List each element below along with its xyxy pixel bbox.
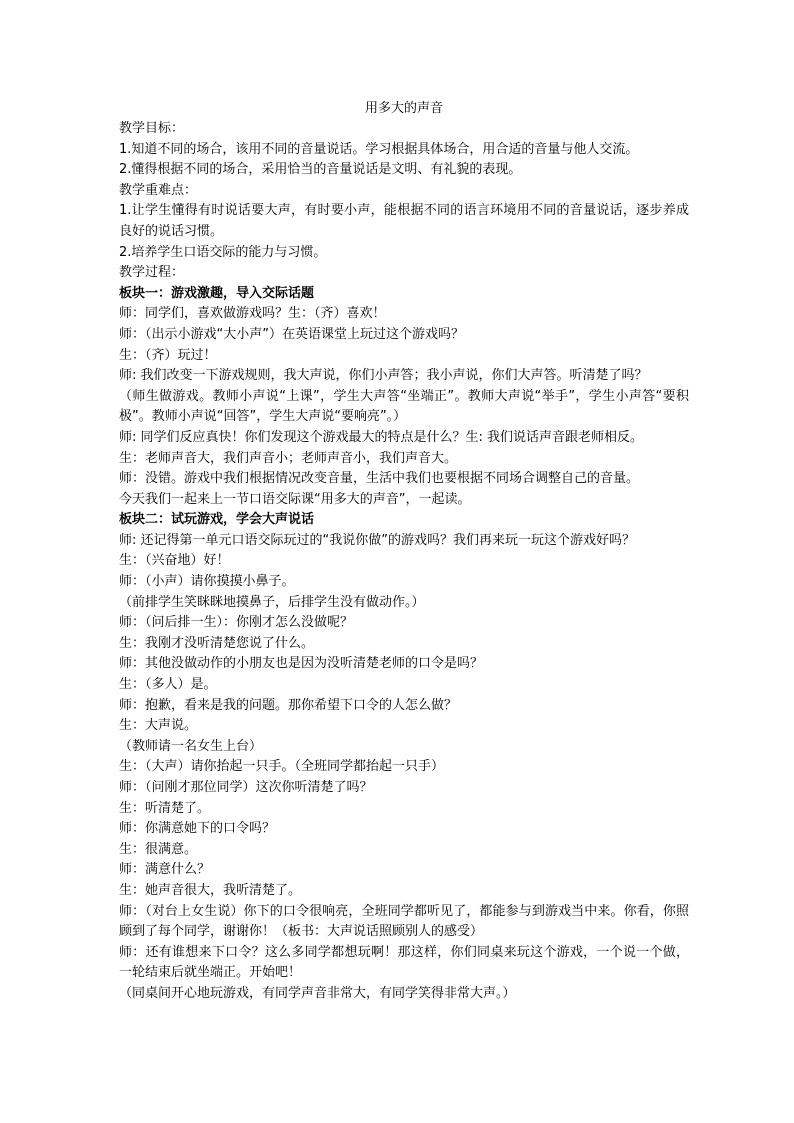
text-line: 师: 还记得第一单元口语交际玩过的“我说你做”的游戏吗？我们再来玩一玩这个游戏好吗？	[119, 532, 635, 548]
text-line: 1.知道不同的场合，该用不同的音量说话。学习根据具体场合，用合适的音量与他人交流。	[119, 141, 639, 157]
text-line: （前排学生笑眯眯地摸鼻子，后排学生没有做动作。）	[119, 594, 425, 610]
text-line: 1.让学生懂得有时说话要大声，有时要小声，能根据不同的语言环境用不同的音量说话，逐步养成良好的说话习惯。	[119, 203, 689, 239]
document-page	[119, 99, 689, 1005]
text-line: 师：（问后排一生）：你刚才怎么没做呢？	[119, 615, 354, 631]
text-line: 师：（小声）请你摸摸小鼻子。	[119, 574, 295, 590]
text-line: 师：同学们，喜欢做游戏吗？生：（齐）喜欢！	[119, 306, 386, 322]
text-line: 师：（对台上女生说）你下的口令很响亮，全班同学都听见了，都能参与到游戏当中来。你看，你照顾到了每个同学，谢谢你！（板书：大声说话照顾别人的感受）	[119, 903, 689, 940]
text-line: 2.培养学生口语交际的能力与习惯。	[119, 244, 327, 260]
text-line: 生：（齐）玩过！	[119, 347, 217, 363]
text-line: 生：她声音很大，我听清楚了。	[119, 882, 302, 898]
text-line: 今天我们一起来上一节口语交际课“用多大的声音”，一起读。	[119, 491, 471, 507]
document-body	[119, 119, 689, 1005]
text-line: 师: 我们改变一下游戏规则，我大声说，你们小声答；我小声说，你们大声答。听清楚了吗？	[119, 368, 648, 384]
text-line: 生：大声说。	[119, 718, 198, 734]
text-line: 师：抱歉，看来是我的问题。那你希望下口令的人怎么做？	[119, 697, 458, 713]
section-heading: 板块二：试玩游戏，学会大声说话	[119, 512, 315, 528]
text-line: 生：很满意。	[119, 841, 198, 857]
text-line: （同桌间开心地玩游戏，有同学声音非常大，有同学笑得非常大声。）	[119, 985, 516, 1001]
text-line: 师：你满意她下的口令吗？	[119, 821, 276, 837]
text-line: 师：（问刚才那位同学）这次你听清楚了吗？	[119, 780, 373, 795]
text-line: 教学重难点：	[119, 182, 198, 198]
text-line: 生：我刚才没听清楚您说了什么。	[119, 635, 315, 651]
text-line: 师: 同学们反应真快！你们发现这个游戏最大的特点是什么？生: 我们说话声音跟老师相反。	[119, 429, 644, 445]
text-line: （师生做游戏。教师小声说“上课”，学生大声答“坐端正”。教师大声说“举手”，学生小声答“要积极”。教师小声说“回答”，学生大声说“要响亮”。）	[119, 388, 689, 425]
text-line: 教学目标：	[119, 121, 185, 136]
text-line: 师：（出示小游戏“大小声”）在英语课堂上玩过这个游戏吗？	[119, 326, 464, 342]
text-line: 师：满意什么？	[119, 862, 211, 878]
text-line: 2.懂得根据不同的场合，采用恰当的音量说话是文明、有礼貌的表现。	[119, 162, 522, 178]
text-line: 生：（大声）请你抬起一只手。（全班同学都抬起一只手）	[119, 759, 445, 775]
text-line: 师：没错。游戏中我们根据情况改变音量，生活中我们也要根据不同场合调整自己的音量。	[119, 471, 640, 487]
text-line: （教师请一名女生上台）	[119, 738, 263, 754]
text-line: 生：听清楚了。	[119, 800, 211, 816]
text-line: 师：还有谁想来下口令？这么多同学都想玩啊！那这样，你们同桌来玩这个游戏，一个说一个做，一轮结束后就坐端正。开始吧！	[119, 944, 689, 981]
text-line: 生：老师声音大，我们声音小；老师声音小，我们声音大。	[119, 450, 458, 466]
document-title: 用多大的声音	[364, 101, 443, 116]
text-line: 生：（兴奋地）好！	[119, 553, 230, 569]
section-heading: 板块一：游戏激趣，导入交际话题	[119, 285, 315, 301]
text-line: 生：（多人）是。	[119, 677, 217, 693]
text-line: 教学过程：	[119, 265, 185, 281]
text-line: 师：其他没做动作的小朋友也是因为没听清楚老师的口令是吗？	[119, 656, 484, 672]
